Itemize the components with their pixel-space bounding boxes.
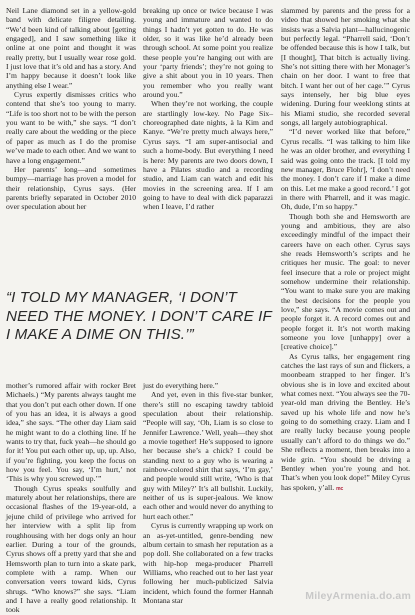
- paragraph: And yet, even in this five-star bunker, there’s still no escaping tawdry tabloid speculation about their relationship. “People will say, ‘Oh, Liam is so close to Jennifer Lawrence.’ Well, yeah—they shot a movie together! He’s supposed to ignore her because she’s a chick? I could be standing next to a guy who is wearing a rainbow-colored shirt that says, ‘I’m gay,’ and people would still write, ‘Who is that guy with Miley?’ It’s all bullshit. Luckily, neither of us is super-jealous. We know each other and would never do anything to hurt each other.”: [143, 390, 273, 521]
- paragraph: just do everything here.”: [143, 381, 219, 390]
- paragraph: When they’re not working, the couple are startlingly low-key. No Page Six–choreographed date nights, à la Kim and Kanye. “We’re pretty much always here,” Cyrus says. “I am super-antisocial and such a home-body. But everything I need is here: My parents are two doors down, I have a Pilates studio and a recording studio, and Liam can watch and edit his movies in the screening area. If I am going to have to deal with dick paparazzi when I leave, I’d rather: [143, 99, 273, 212]
- article-column-1-top: [6, 6, 136, 282]
- article-column-2-bottom: [143, 381, 273, 605]
- paragraph: Her parents’ long—and sometimes bumpy—marriage has proven a model for their relationship, Cyrus says. (Her parents briefly separated in October 2010 over speculation about her: [6, 164, 136, 212]
- article-column-2-top: [143, 6, 273, 282]
- paragraph: [281, 352, 410, 494]
- watermark: MileyArmenia.do.am: [305, 590, 411, 602]
- paragraph: slammed by parents and the press for a video that showed her smoking what she insists was a Salvia plant—hallucinogenic but perfectly legal. “Pharrell said, ‘Don’t be offended because this is how I talk, but [I thought], That bitch is actually living. She’s not sitting there with her Monager’s chain on her door. I want to free that bitch. I want her out of her cage.’” Cyrus says intensely, her big blue eyes widening. During four weeklong stints at his Miami studio, she recorded several songs, all largely autobiographical.: [281, 6, 410, 128]
- paragraph: Cyrus is currently wrapping up work on an as-yet-untitled, genre-bending new album certain to smash her reputation as a pop doll. She collaborated on a few tracks with hip-hop mega-producer Pharrell Williams, who reached out to her last year following her much-publicized Salvia incident, which found the former Hannah Montana star: [143, 521, 273, 605]
- end-mark: mc: [336, 485, 344, 492]
- article-column-1-bottom: [6, 381, 136, 615]
- paragraph: Neil Lane diamond set in a yellow-gold band with delicate filigree detailing. “We’d been kind of talking about [getting engaged], and I saw something like it online at one point and thought it was really pretty, but I usually wear rose gold. I just love that it’s old and has a story. And I’m happy because it doesn’t look like anything else I wear.”: [6, 6, 136, 90]
- paragraph: mother’s rumored affair with rocker Bret Michaels.) “My parents always taught me that you don’t put each other down. If one of you has an idea, it is always a good idea,” she says. “The other day Liam said he might want to do a clothing line. If he wants to try that, fuck yeah—he should go for it! You put each other up, up, up. Also, if you’re fighting, you keep the focus on how you feel. You say, ‘I’m hurt,’ not ‘This is why you screwed up.’”: [6, 381, 136, 484]
- paragraph: Though both she and Hemsworth are young and ambitious, they are also exceedingly mindful of the impact their careers have on each other. Cyrus says she reads Hemsworth’s scripts and he critiques her music. The goal: to never feel insecure that a role or project might somehow undermine their relationship. “You want to make sure you are making the best decisions for the people you love,” she says. “A movie comes out and people forget it. A record comes out and people forget it. It’s not worth making someone you love [unhappy] over a [creative choice].”: [281, 211, 410, 352]
- article-column-3: [281, 6, 410, 588]
- pull-quote: “I TOLD MY MANAGER, ‘I DON’T NEED THE MONEY. I DON’T CARE IF I MAKE A DIME ON THIS.’”: [6, 289, 272, 344]
- paragraph: breaking up once or twice because I was young and immature and wanted to do things I hadn’t yet gotten to do. He was older, so it was like he’d already been through school. At some point you realize these people you’re hanging out with are your ‘party friends’; they’re not going to give a shit about you in 10 years. Then you remember who you really want around you.”: [143, 6, 273, 100]
- paragraph: “I’d never worked like that before,” Cyrus recalls. “I was talking to him like he was an older brother, and everything I said was going onto the track. [I told my new manager, Bruce Flohr], ‘I don’t need the money. I don’t care if I make a dime on this. Let me make a good record.’ I got in there with Pharrell, and it was magic. Oh, dude, I’m so happy.”: [281, 127, 410, 212]
- paragraph: Cyrus expertly dismisses critics who contend that she’s too young to marry. “Life is too short not to be with the person you want to be with,” she says. “I don’t really care about the wedding or the piece of paper as much as I do the promise we’ve made to each other. And we want to have a long engagement.”: [6, 90, 136, 165]
- paragraph-text: As Cyrus talks, her engagement ring catches the last rays of sun and flickers, a moonbeam strapped to her finger. It’s obvious she is in love and excited about what comes next. “You always see the 70-year-old man driving the Bentley. He’s saved up his whole life and now he’s going to do something crazy. Liam and I are really lucky because young people usually can’t afford to do things we do.” She reflects a moment, then breaks into a wide grin. “You should be driving a Bentley when you’re young and hot. That’s when you look dope!” Miley Cyrus has spoken, y’all.: [281, 351, 410, 492]
- paragraph: Though Cyrus speaks soulfully and maturely about her relationships, there are occasional flashes of the 19-year-old, a jejune child of privilege who arrived for her interview with a split lip from roughhousing with her dogs only an hour earlier. During a tour of the grounds, Cyrus shows off a pretty yard that she and Hemsworth plan to turn into a skate park, complete with a ramp. When our conversation veers toward kids, Cyrus shrugs. “Who knows?” she says. “Liam and I have a really good relationship. It took: [6, 483, 136, 615]
